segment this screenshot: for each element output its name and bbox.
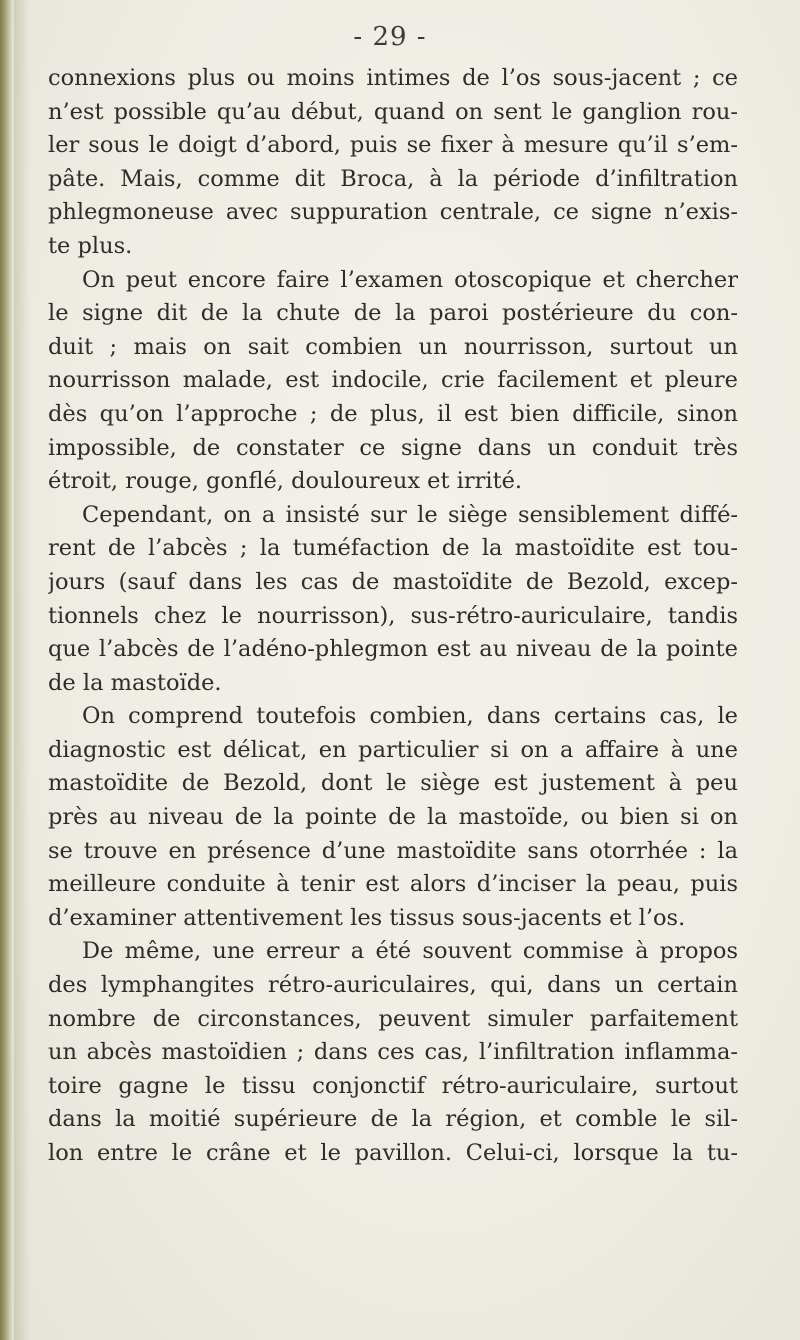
text-line: connexions plus ou moins intimes de l’os sous-jacent ; ce [48,65,738,91]
text-line: On peut encore faire l’examen otoscopique et chercher [82,266,738,293]
text-line: de la mastoïde. [48,669,222,696]
text-line: meilleure conduite à tenir est alors d’inciser la peau, puis [48,871,738,898]
text-line: le signe dit de la chute de la paroi postérieure du con- [48,300,738,327]
text-line: un abcès mastoïdien ; dans ces cas, l’infiltration inflamma- [48,1039,738,1066]
text-line: phlegmoneuse avec suppuration centrale, ce signe n’exis- [48,199,738,226]
page-binding-shadow [14,0,30,1340]
body-text [48,62,738,1171]
text-line: nombre de circonstances, peuvent simuler parfaitement [48,1005,738,1032]
text-line: près au niveau de la pointe de la mastoïde, ou bien si on [48,804,738,831]
text-line: toire gagne le tissu conjonctif rétro-auriculaire, surtout [48,1072,738,1099]
text-line: te plus. [48,232,133,259]
text-line: tionnels chez le nourrisson), sus-rétro-auriculaire, tandis [48,602,738,629]
text-line: diagnostic est délicat, en particulier si on a affaire à une [48,736,738,763]
text-line: nourrisson malade, est indocile, crie facilement et pleure [48,367,738,394]
text-line: pâte. Mais, comme dit Broca, à la période d’infiltration [48,165,738,192]
text-line: ler sous le doigt d’abord, puis se fixer à mesure qu’il s’em- [48,132,738,159]
text-line: duit ; mais on sait combien un nourrisson, surtout un [48,333,738,360]
text-line: On comprend toutefois combien, dans certains cas, le [82,703,738,730]
text-line: mastoïdite de Bezold, dont le siège est justement à peu [48,770,738,797]
text-line: dès qu’on l’approche ; de plus, il est bien difficile, sinon [48,400,738,427]
page-binding-edge [0,0,14,1340]
text-line: étroit, rouge, gonflé, douloureux et irrité. [48,468,523,495]
text-line: impossible, de constater ce signe dans un conduit très [48,434,738,461]
text-line: que l’abcès de l’adéno-phlegmon est au niveau de la pointe [48,636,738,663]
page-number: - 29 - [353,22,427,52]
text-line: des lymphangites rétro-auriculaires, qui, dans un certain [48,972,738,999]
text-line: jours (sauf dans les cas de mastoïdite de Bezold, excep- [48,568,738,595]
text-line: lon entre le crâne et le pavillon. Celui-ci, lorsque la tu- [48,1140,738,1166]
text-line: d’examiner attentivement les tissus sous-jacents et l’os. [48,904,686,931]
text-line: dans la moitié supérieure de la région, et comble le sil- [48,1106,738,1133]
text-line: Cependant, on a insisté sur le siège sensiblement diffé- [82,501,738,528]
text-line: se trouve en présence d’une mastoïdite sans otorrhée : la [48,837,738,864]
text-line: De même, une erreur a été souvent commise à propos [82,938,738,965]
text-line: n’est possible qu’au début, quand on sent le ganglion rou- [48,98,738,125]
text-line: rent de l’abcès ; la tuméfaction de la mastoïdite est tou- [48,535,738,562]
